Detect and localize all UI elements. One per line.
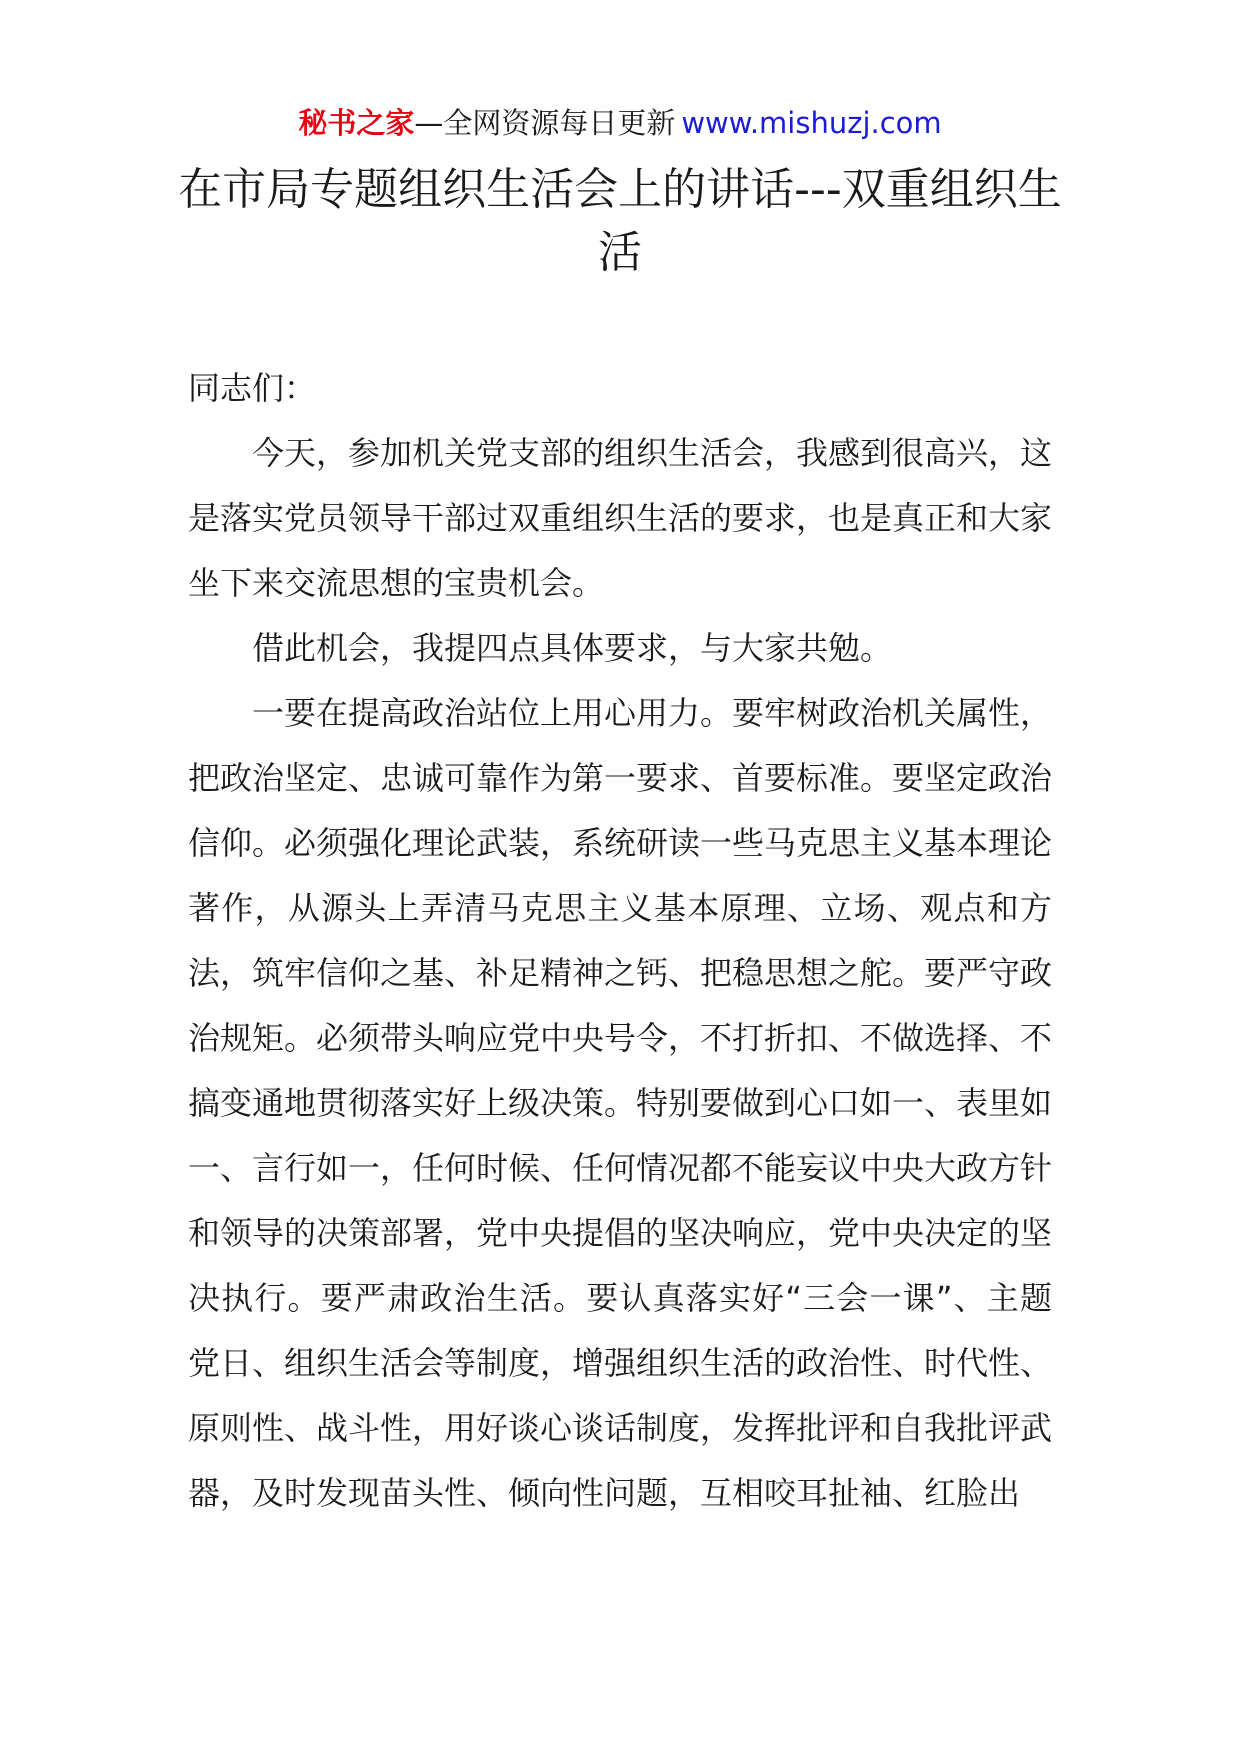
paragraph: 借此机会，我提四点具体要求，与大家共勉。 <box>252 629 893 667</box>
document-title: 在市局专题组织生活会上的讲话---双重组织生活 <box>178 164 1062 278</box>
header-slogan: —全网资源每日更新 <box>414 106 676 140</box>
brand-name: 秘书之家 <box>298 106 415 140</box>
site-url-link[interactable]: www.mishuzj.com <box>681 106 942 140</box>
paragraph: 一要在提高政治站位上用心用力。要牢树政治机关属性，把政治坚定、忠诚可靠作为第一要求、首要标准。要坚定政治信仰。必须强化理论武装，系统研读一些马克思主义基本理论著作，从源头上弄清马克思主义基本原理、立场、观点和方法，筑牢信仰之基、补足精神之钙、把稳思想之舵。要严守政治规矩。必须带头响应党中央号令，不打折扣、不做选择、不搞变通地贯彻落实好上级决策。特别要做到心口如一、表里如一、言行如一，任何时候、任何情况都不能妄议中央大政方针和领导的决策部署，党中央提倡的坚决响应，党中央决定的坚决执行。要严肃政治生活。要认真落实好“三会一课”、主题党日、组织生活会等制度，增强组织生活的政治性、时代性、原则性、战斗性，用好谈心谈话制度，发挥批评和自我批评武器，及时发现苗头性、倾向性问题，互相咬耳扯袖、红脸出 <box>188 694 1053 1512</box>
document-body <box>188 356 1052 1526</box>
paragraph: 今天，参加机关党支部的组织生活会，我感到很高兴，这是落实党员领导干部过双重组织生活的要求，也是真正和大家坐下来交流思想的宝贵机会。 <box>188 434 1053 602</box>
salutation: 同志们： <box>188 369 317 407</box>
site-header <box>0 100 1240 146</box>
